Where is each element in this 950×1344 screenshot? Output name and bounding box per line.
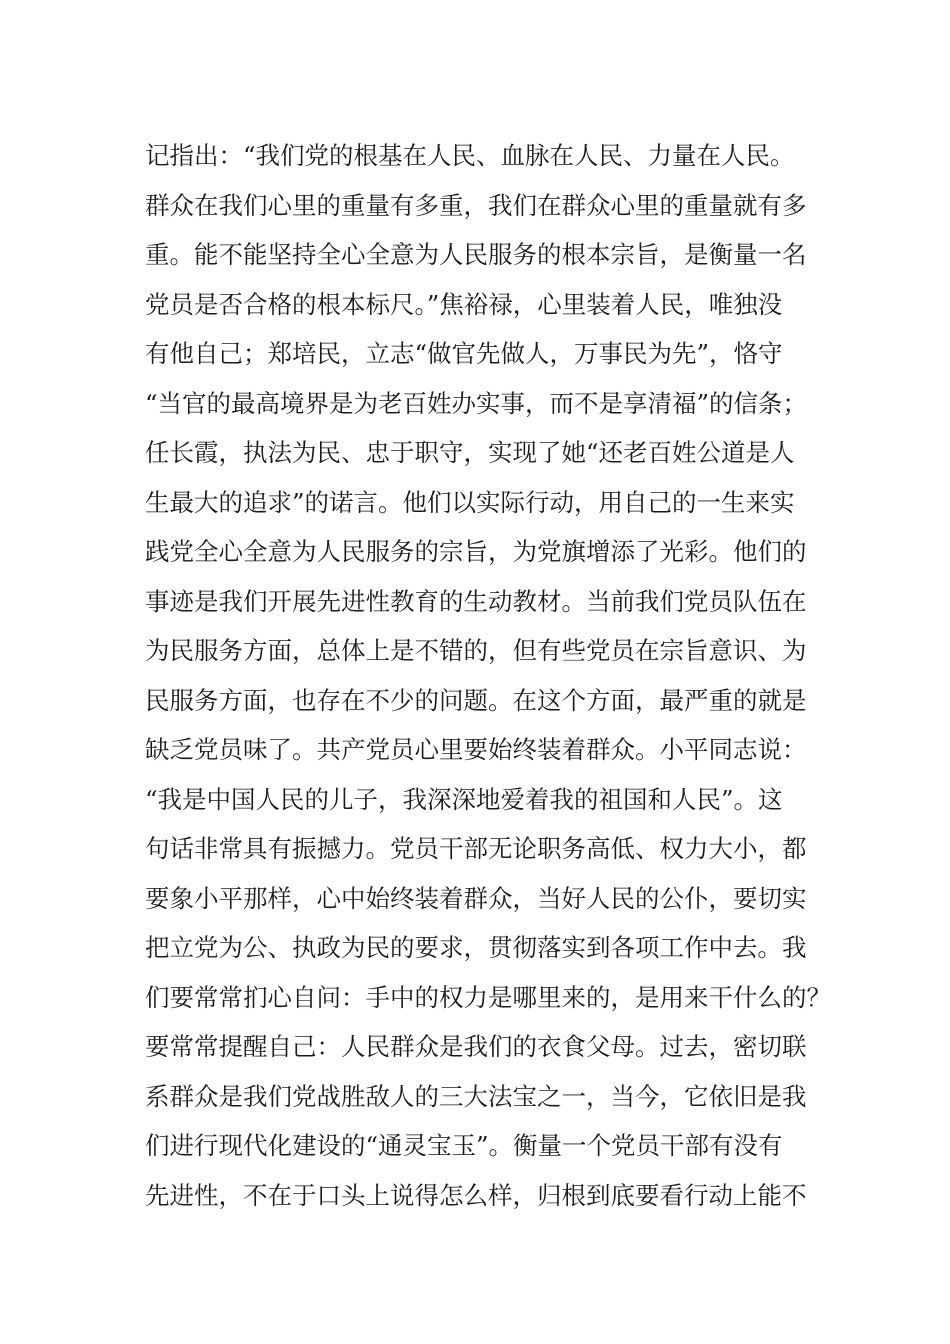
text-line: 为民服务方面，总体上是不错的，但有些党员在宗旨意识、为: [145, 636, 807, 665]
text-line: 句话非常具有振撼力。党员干部无论职务高低、权力大小，都: [145, 834, 807, 863]
text-line: 任长霞，执法为民、忠于职守，实现了她“还老百姓公道是人: [145, 438, 795, 467]
text-line: 先进性，不在于口头上说得怎么样，归根到底要看行动上能不: [145, 1180, 807, 1210]
text-line: 要常常提醒自己：人民群众是我们的衣食父母。过去，密切联: [145, 1032, 807, 1061]
text-line: 民服务方面，也存在不少的问题。在这个方面，最严重的就是: [145, 685, 807, 715]
text-line: “我是中国人民的儿子，我深深地爱着我的祖国和人民”。这: [145, 784, 783, 814]
text-line: “当官的最高境界是为老百姓办实事，而不是享清福”的信条；: [145, 388, 808, 418]
text-line: 缺乏党员味了。共产党员心里要始终装着群众。小平同志说：: [145, 735, 807, 764]
text-line: 群众在我们心里的重量有多重，我们在群众心里的重量就有多: [145, 190, 807, 220]
text-line: 要象小平那样，心中始终装着群众，当好人民的公仆，要切实: [145, 883, 807, 913]
body-text: [145, 131, 831, 1220]
text-line: 践党全心全意为人民服务的宗旨，为党旗增添了光彩。他们的: [145, 537, 807, 566]
text-line: 事迹是我们开展先进性教育的生动教材。当前我们党员队伍在: [145, 586, 807, 616]
text-line: 有他自己；郑培民，立志“做官先做人，万事民为先”，恪守: [145, 339, 783, 368]
text-line: 记指出：“我们党的根基在人民、血脉在人民、力量在人民。: [145, 141, 795, 170]
text-line: 党员是否合格的根本标尺。”焦裕禄，心里装着人民，唯独没: [145, 289, 783, 319]
text-line: 系群众是我们党战胜敌人的三大法宝之一，当今，它依旧是我: [145, 1081, 807, 1111]
text-line: 重。能不能坚持全心全意为人民服务的根本宗旨，是衡量一名: [145, 240, 807, 269]
text-line: 把立党为公、执政为民的要求，贯彻落实到各项工作中去。我: [145, 933, 807, 962]
text-line: 们要常常扪心自问：手中的权力是哪里来的，是用来干什么的？: [145, 982, 831, 1012]
text-line: 们进行现代化建设的“通灵宝玉”。衡量一个党员干部有没有: [145, 1131, 783, 1160]
text-line: 生最大的追求”的诺言。他们以实际行动，用自己的一生来实: [145, 487, 795, 517]
